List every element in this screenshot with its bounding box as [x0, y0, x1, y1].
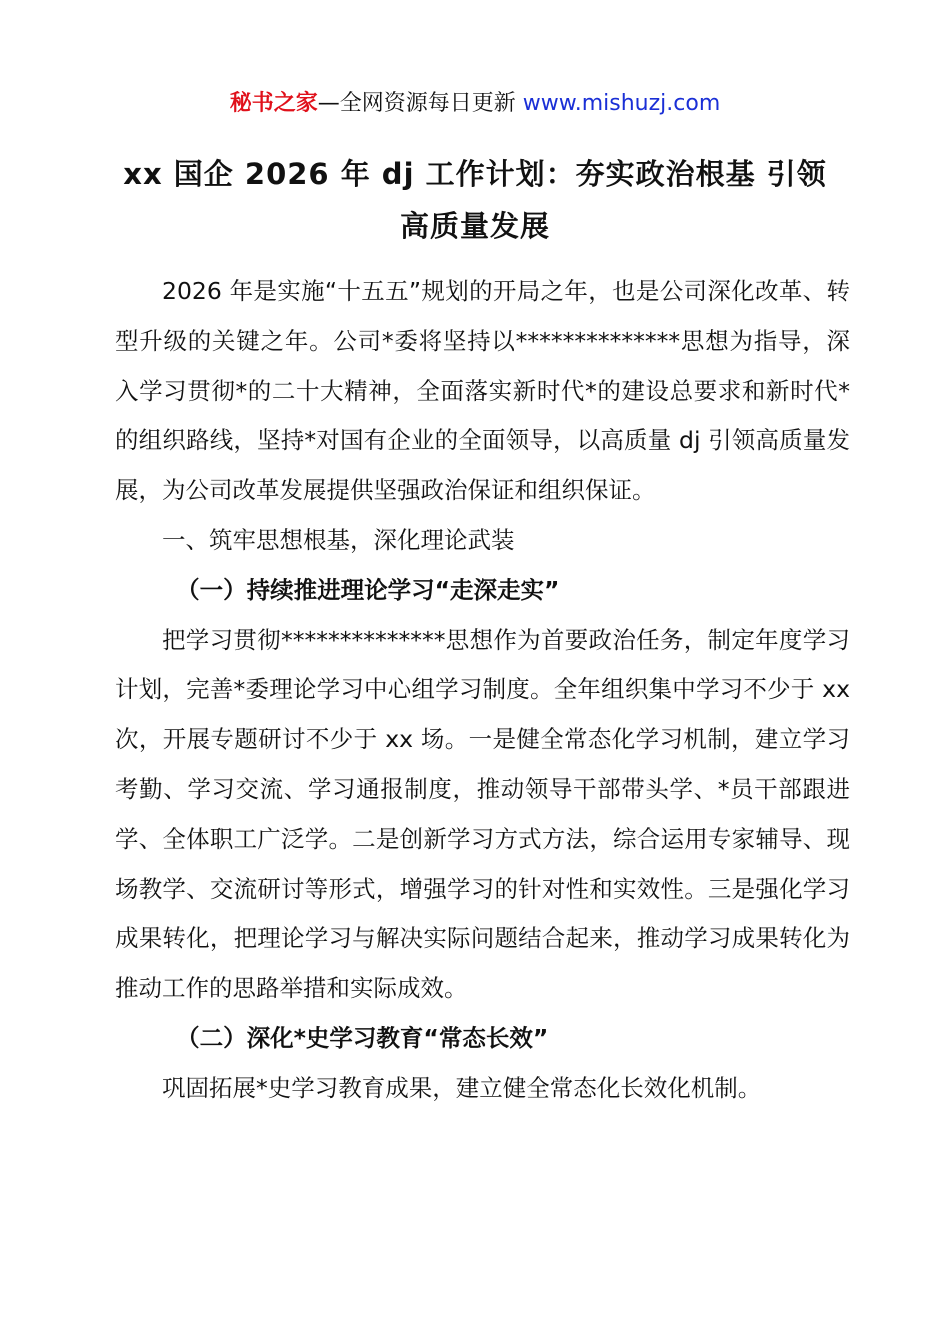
document-body	[115, 267, 850, 1114]
subsection-paragraph: 巩固拓展*史学习教育成果，建立健全常态化长效化机制。	[162, 1073, 762, 1102]
brand-name: 秘书之家	[229, 91, 318, 116]
subsection-paragraph: 把学习贯彻**************思想作为首要政治任务，制定年度学习计划，完善*委理论学习中心组学习制度。全年组织集中学习不少于 xx 次，开展专题研讨不少于 xx 场。一是健全常态化学习机制，建立学习考勤、学习交流、学习通报制度，推动领导干部带头学、*员干部跟进学、全体职工广泛学。二是创新学习方式方法，综合运用专家辅导、现场教学、交流研讨等形式，增强学习的针对性和实效性。三是强化学习成果转化，把理论学习与解决实际问题结合起来，推动学习成果转化为推动工作的思路举措和实际成效。	[115, 625, 850, 1003]
subsection-heading: （二）深化*史学习教育“常态长效”	[176, 1023, 549, 1052]
intro-paragraph: 2026 年是实施“十五五”规划的开局之年，也是公司深化改革、转型升级的关键之年。公司*委将坚持以**************思想为指导，深入学习贯彻*的二十大精神，全面落实新时代*的建设总要求和新时代*的组织路线，坚持*对国有企业的全面领导，以高质量 dj 引领高质量发展，为公司改革发展提供坚强政治保证和组织保证。	[115, 277, 850, 505]
header-tagline: —全网资源每日更新	[317, 91, 523, 116]
site-link[interactable]: www.mishuzj.com	[522, 91, 721, 116]
site-header	[0, 86, 950, 122]
document-title: xx 国企 2026 年 dj 工作计划：夯实政治根基 引领高质量发展	[123, 157, 827, 243]
section-heading: 一、筑牢思想根基，深化理论武装	[162, 525, 515, 554]
subsection-heading: （一）持续推进理论学习“走深走实”	[176, 575, 560, 604]
